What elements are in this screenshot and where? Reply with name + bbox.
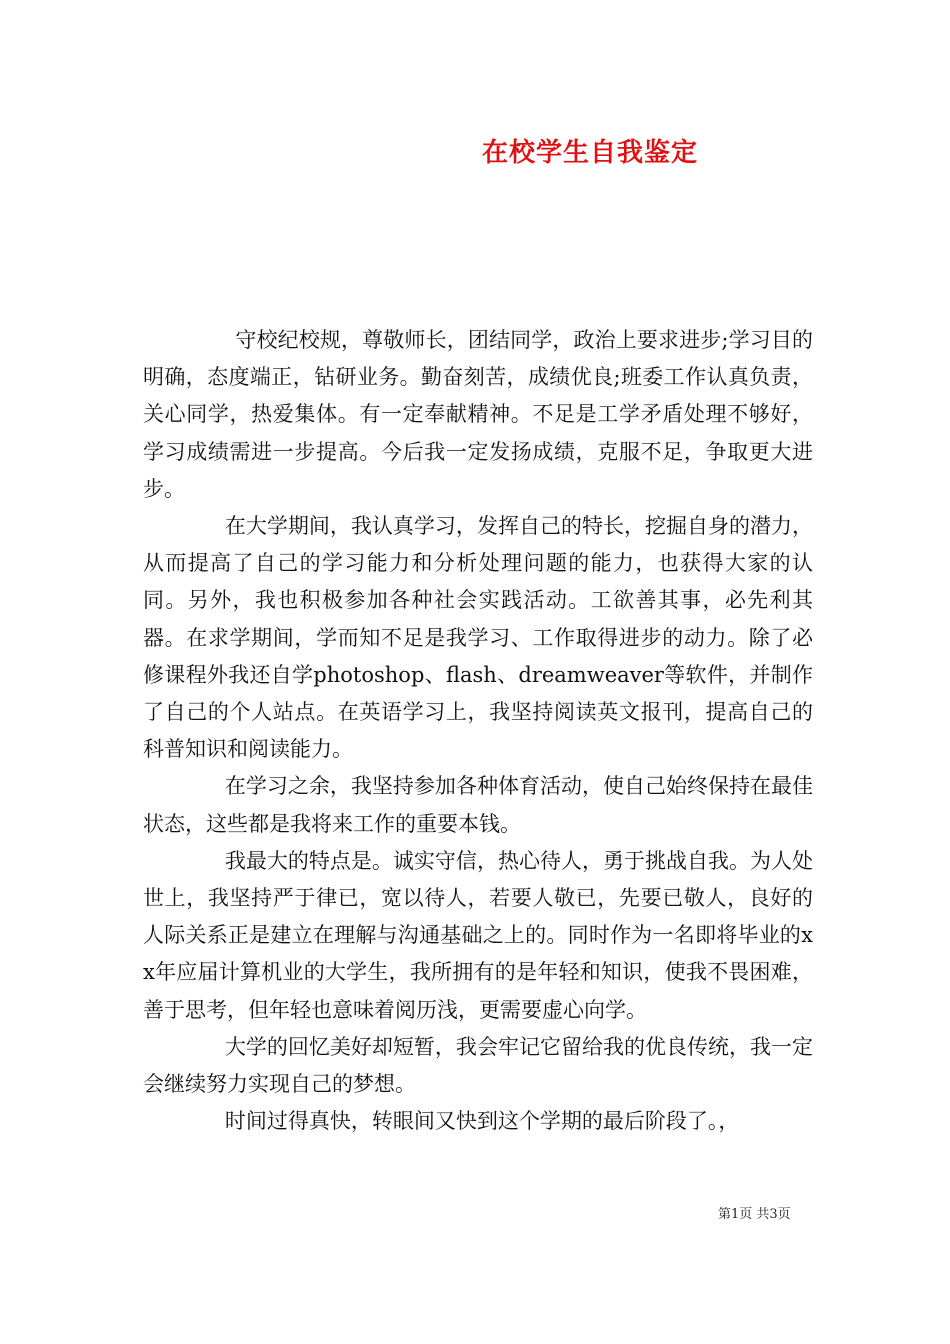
paragraph-3: 在学习之余，我坚持参加各种体育活动，使自己始终保持在最佳状态，这些都是我将来工作的重要本钱。 [143, 774, 813, 836]
document-body [143, 322, 813, 1140]
paragraph-2: 在大学期间，我认真学习，发挥自己的特长，挖掘自身的潜力，从而提高了自己的学习能力和分析处理问题的能力，也获得大家的认同。另外，我也积极参加各种社会实践活动。工欲善其事，必先利其器。在求学期间，学而知不足是我学习、工作取得进步的动力。除了必修课程外我还自学photoshop、flash、dreamweaver等软件，并制作了自己的个人站点。在英语学习上，我坚持阅读英文报刊，提高自己的科普知识和阅读能力。 [143, 514, 813, 762]
page-number-footer: 第1页 共3页 [718, 1207, 791, 1222]
document-title: 在校学生自我鉴定 [481, 138, 698, 168]
paragraph-6: 时间过得真快，转眼间又快到这个学期的最后阶段了。， [224, 1109, 740, 1134]
paragraph-1: 守校纪校规，尊敬师长，团结同学，政治上要求进步;学习目的明确，态度端正，钻研业务。勤奋刻苦，成绩优良;班委工作认真负责，关心同学，热爱集体。有一定奉献精神。不足是工学矛盾处理不够好，学习成绩需进一步提高。今后我一定发扬成绩，克服不足，争取更大进步。 [143, 328, 813, 501]
paragraph-4: 我最大的特点是。诚实守信，热心待人，勇于挑战自我。为人处世上，我坚持严于律已，宽以待人，若要人敬已，先要已敬人，良好的人际关系正是建立在理解与沟通基础之上的。同时作为一名即将毕业的xx年应届计算机业的大学生，我所拥有的是年轻和知识，使我不畏困难，善于思考，但年轻也意味着阅历浅，更需要虚心向学。 [143, 848, 813, 1022]
paragraph-5: 大学的回忆美好却短暂，我会牢记它留给我的优良传统，我一定会继续努力实现自己的梦想。 [143, 1034, 813, 1097]
